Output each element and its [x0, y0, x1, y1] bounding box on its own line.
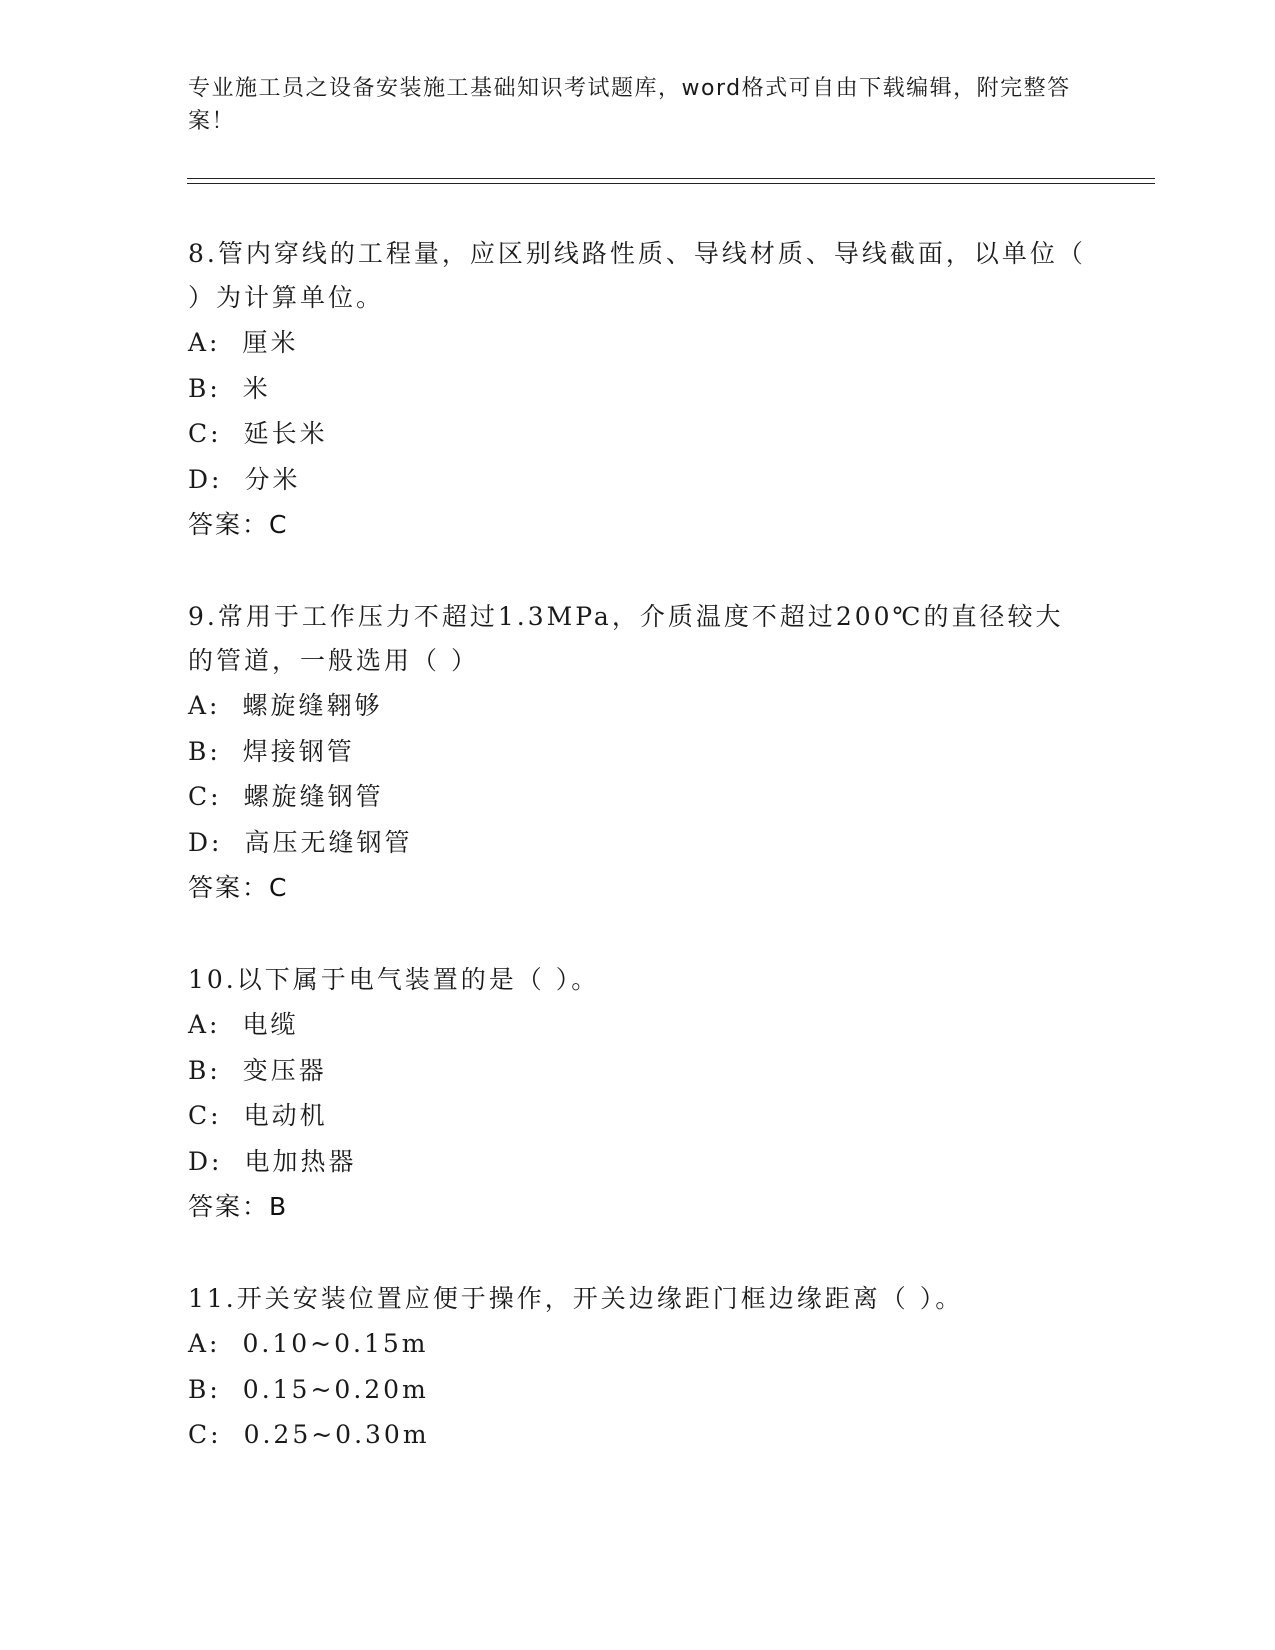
question-8 [188, 232, 1088, 547]
option-text: 分米 [244, 464, 301, 494]
question-stem: 8.管内穿线的工程量，应区别线路性质、导线材质、导线截面，以单位（ ）为计算单位。 [188, 239, 1086, 312]
option-text: 电缆 [242, 1010, 299, 1039]
option-text: 厘米 [242, 328, 299, 357]
option-a [188, 1002, 1088, 1048]
option-letter: A: [188, 328, 221, 357]
option-letter: A: [188, 1010, 221, 1039]
question-9 [188, 595, 1088, 910]
option-d [188, 1139, 1088, 1185]
option-letter: C: [188, 1420, 222, 1449]
option-a [188, 683, 1088, 729]
option-letter: D: [188, 464, 223, 494]
question-10 [188, 958, 1088, 1229]
question-stem: 10.以下属于电气装置的是（ ）。 [188, 965, 600, 994]
answer-line: 答案：C [188, 873, 289, 902]
option-b [188, 366, 1088, 412]
option-c [188, 1412, 1088, 1458]
option-letter: A: [188, 1329, 221, 1358]
answer-line: 答案：C [188, 510, 289, 539]
option-letter: B: [188, 373, 221, 403]
option-d [188, 457, 1088, 503]
answer-line: 答案：B [188, 1192, 289, 1221]
header-divider-top [187, 178, 1155, 179]
option-text: 螺旋缝翱够 [242, 691, 383, 720]
option-text: 电动机 [243, 1101, 328, 1130]
option-b [188, 1048, 1088, 1094]
question-11 [188, 1277, 1088, 1458]
option-b [188, 1367, 1088, 1413]
option-text: 0.10~0.15m [242, 1329, 429, 1358]
option-letter: A: [188, 691, 221, 720]
option-text: 螺旋缝钢管 [243, 782, 384, 811]
option-text: 0.15~0.20m [242, 1374, 429, 1404]
option-letter: C: [188, 782, 222, 811]
option-text: 高压无缝钢管 [244, 827, 413, 857]
option-text: 变压器 [242, 1055, 327, 1085]
option-letter: C: [188, 419, 222, 448]
option-letter: B: [188, 1055, 221, 1085]
option-d [188, 820, 1088, 866]
option-c [188, 774, 1088, 820]
option-c [188, 411, 1088, 457]
question-stem: 11.开关安装位置应便于操作，开关边缘距门框边缘距离（ ）。 [188, 1284, 964, 1313]
option-text: 焊接钢管 [242, 736, 355, 766]
option-text: 电加热器 [244, 1146, 357, 1176]
document-header: 专业施工员之设备安装施工基础知识考试题库，word格式可自由下载编辑，附完整答案！ [188, 76, 1071, 134]
option-letter: B: [188, 736, 221, 766]
option-c [188, 1093, 1088, 1139]
option-b [188, 729, 1088, 775]
question-list [188, 232, 1088, 1458]
option-letter: C: [188, 1101, 222, 1130]
option-a [188, 1321, 1088, 1367]
option-a [188, 320, 1088, 366]
header-divider-bottom [187, 183, 1155, 184]
option-text: 延长米 [243, 419, 328, 448]
option-text: 0.25~0.30m [243, 1420, 430, 1449]
option-letter: B: [188, 1374, 221, 1404]
option-letter: D: [188, 1146, 223, 1176]
option-letter: D: [188, 827, 223, 857]
question-stem: 9.常用于工作压力不超过1.3MPa，介质温度不超过200℃的直径较大的管道，一般选用（ ） [188, 602, 1064, 675]
option-text: 米 [242, 373, 271, 403]
